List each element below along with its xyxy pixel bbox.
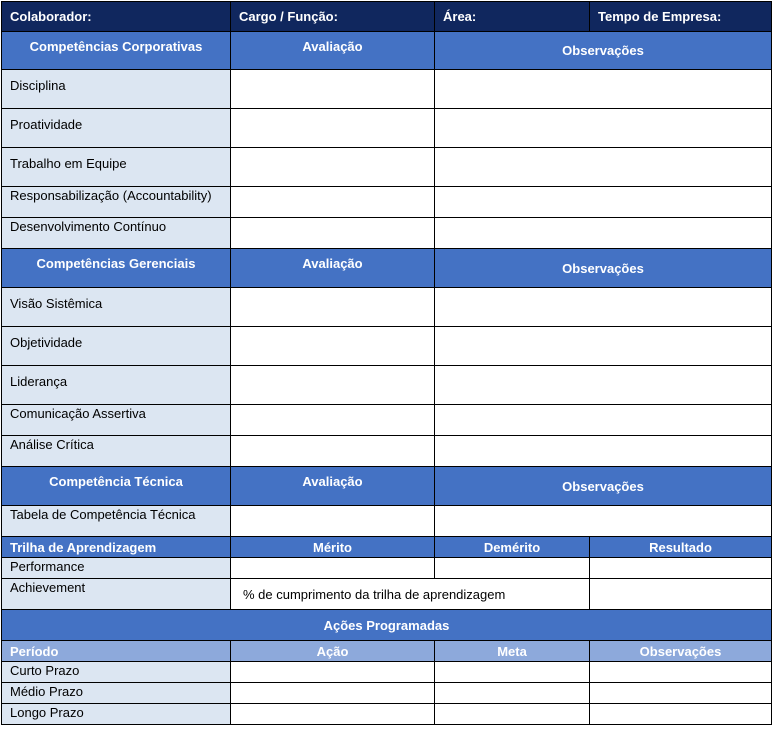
avaliacao-cell[interactable] [231, 405, 435, 436]
periodo-label: Curto Prazo [2, 662, 231, 683]
resultado-cell[interactable] [590, 579, 772, 610]
merito-header: Mérito [231, 537, 435, 558]
resultado-cell[interactable] [590, 558, 772, 579]
competency-label: Tabela de Competência Técnica [2, 506, 231, 537]
meta-cell[interactable] [435, 662, 590, 683]
competency-label: Comunicação Assertiva [2, 405, 231, 436]
observacoes-cell[interactable] [435, 405, 772, 436]
observacoes-cell[interactable] [435, 327, 772, 366]
demerito-cell[interactable] [435, 558, 590, 579]
periodo-label: Longo Prazo [2, 704, 231, 725]
gerenciais-avaliacao-header: Avaliação [231, 249, 435, 288]
observacoes-cell[interactable] [435, 70, 772, 109]
periodo-header: Período [2, 641, 231, 662]
observacoes-cell[interactable] [590, 683, 772, 704]
competency-label: Liderança [2, 366, 231, 405]
tempo-empresa-label: Tempo de Empresa: [590, 2, 772, 32]
avaliacao-cell[interactable] [231, 436, 435, 467]
corporativas-observacoes-header: Observações [435, 32, 772, 70]
achievement-label: Achievement [2, 579, 231, 610]
avaliacao-cell[interactable] [231, 109, 435, 148]
avaliacao-cell[interactable] [231, 366, 435, 405]
competency-label: Objetividade [2, 327, 231, 366]
avaliacao-cell[interactable] [231, 327, 435, 366]
observacoes-cell[interactable] [435, 187, 772, 218]
observacoes-cell[interactable] [435, 288, 772, 327]
demerito-header: Demérito [435, 537, 590, 558]
area-label: Área: [435, 2, 590, 32]
competency-label: Proatividade [2, 109, 231, 148]
corporativas-avaliacao-header: Avaliação [231, 32, 435, 70]
gerenciais-title: Competências Gerenciais [2, 249, 231, 288]
avaliacao-cell[interactable] [231, 506, 435, 537]
observacoes-cell[interactable] [435, 218, 772, 249]
tecnica-title: Competência Técnica [2, 467, 231, 506]
meta-cell[interactable] [435, 704, 590, 725]
trilha-title: Trilha de Aprendizagem [2, 537, 231, 558]
competency-label: Análise Crítica [2, 436, 231, 467]
cargo-label: Cargo / Função: [231, 2, 435, 32]
competency-label: Desenvolvimento Contínuo [2, 218, 231, 249]
colaborador-label: Colaborador: [2, 2, 231, 32]
achievement-note: % de cumprimento da trilha de aprendizagem [231, 579, 590, 610]
observacoes-cell[interactable] [435, 148, 772, 187]
acoes-title: Ações Programadas [2, 610, 772, 641]
competency-label: Responsabilização (Accountability) [2, 187, 231, 218]
observacoes-cell[interactable] [435, 109, 772, 148]
avaliacao-cell[interactable] [231, 187, 435, 218]
acao-cell[interactable] [231, 704, 435, 725]
evaluation-form [1, 1, 772, 725]
gerenciais-observacoes-header: Observações [435, 249, 772, 288]
competency-label: Trabalho em Equipe [2, 148, 231, 187]
avaliacao-cell[interactable] [231, 70, 435, 109]
competency-label: Disciplina [2, 70, 231, 109]
avaliacao-cell[interactable] [231, 148, 435, 187]
observacoes-cell[interactable] [435, 366, 772, 405]
competency-label: Visão Sistêmica [2, 288, 231, 327]
periodo-label: Médio Prazo [2, 683, 231, 704]
performance-label: Performance [2, 558, 231, 579]
tecnica-avaliacao-header: Avaliação [231, 467, 435, 506]
resultado-header: Resultado [590, 537, 772, 558]
corporativas-title: Competências Corporativas [2, 32, 231, 70]
acao-header: Ação [231, 641, 435, 662]
meta-cell[interactable] [435, 683, 590, 704]
merito-cell[interactable] [231, 558, 435, 579]
observacoes-cell[interactable] [590, 662, 772, 683]
observacoes-cell[interactable] [435, 506, 772, 537]
acao-cell[interactable] [231, 662, 435, 683]
avaliacao-cell[interactable] [231, 288, 435, 327]
avaliacao-cell[interactable] [231, 218, 435, 249]
acao-cell[interactable] [231, 683, 435, 704]
meta-header: Meta [435, 641, 590, 662]
acoes-observacoes-header: Observações [590, 641, 772, 662]
tecnica-observacoes-header: Observações [435, 467, 772, 506]
observacoes-cell[interactable] [590, 704, 772, 725]
observacoes-cell[interactable] [435, 436, 772, 467]
